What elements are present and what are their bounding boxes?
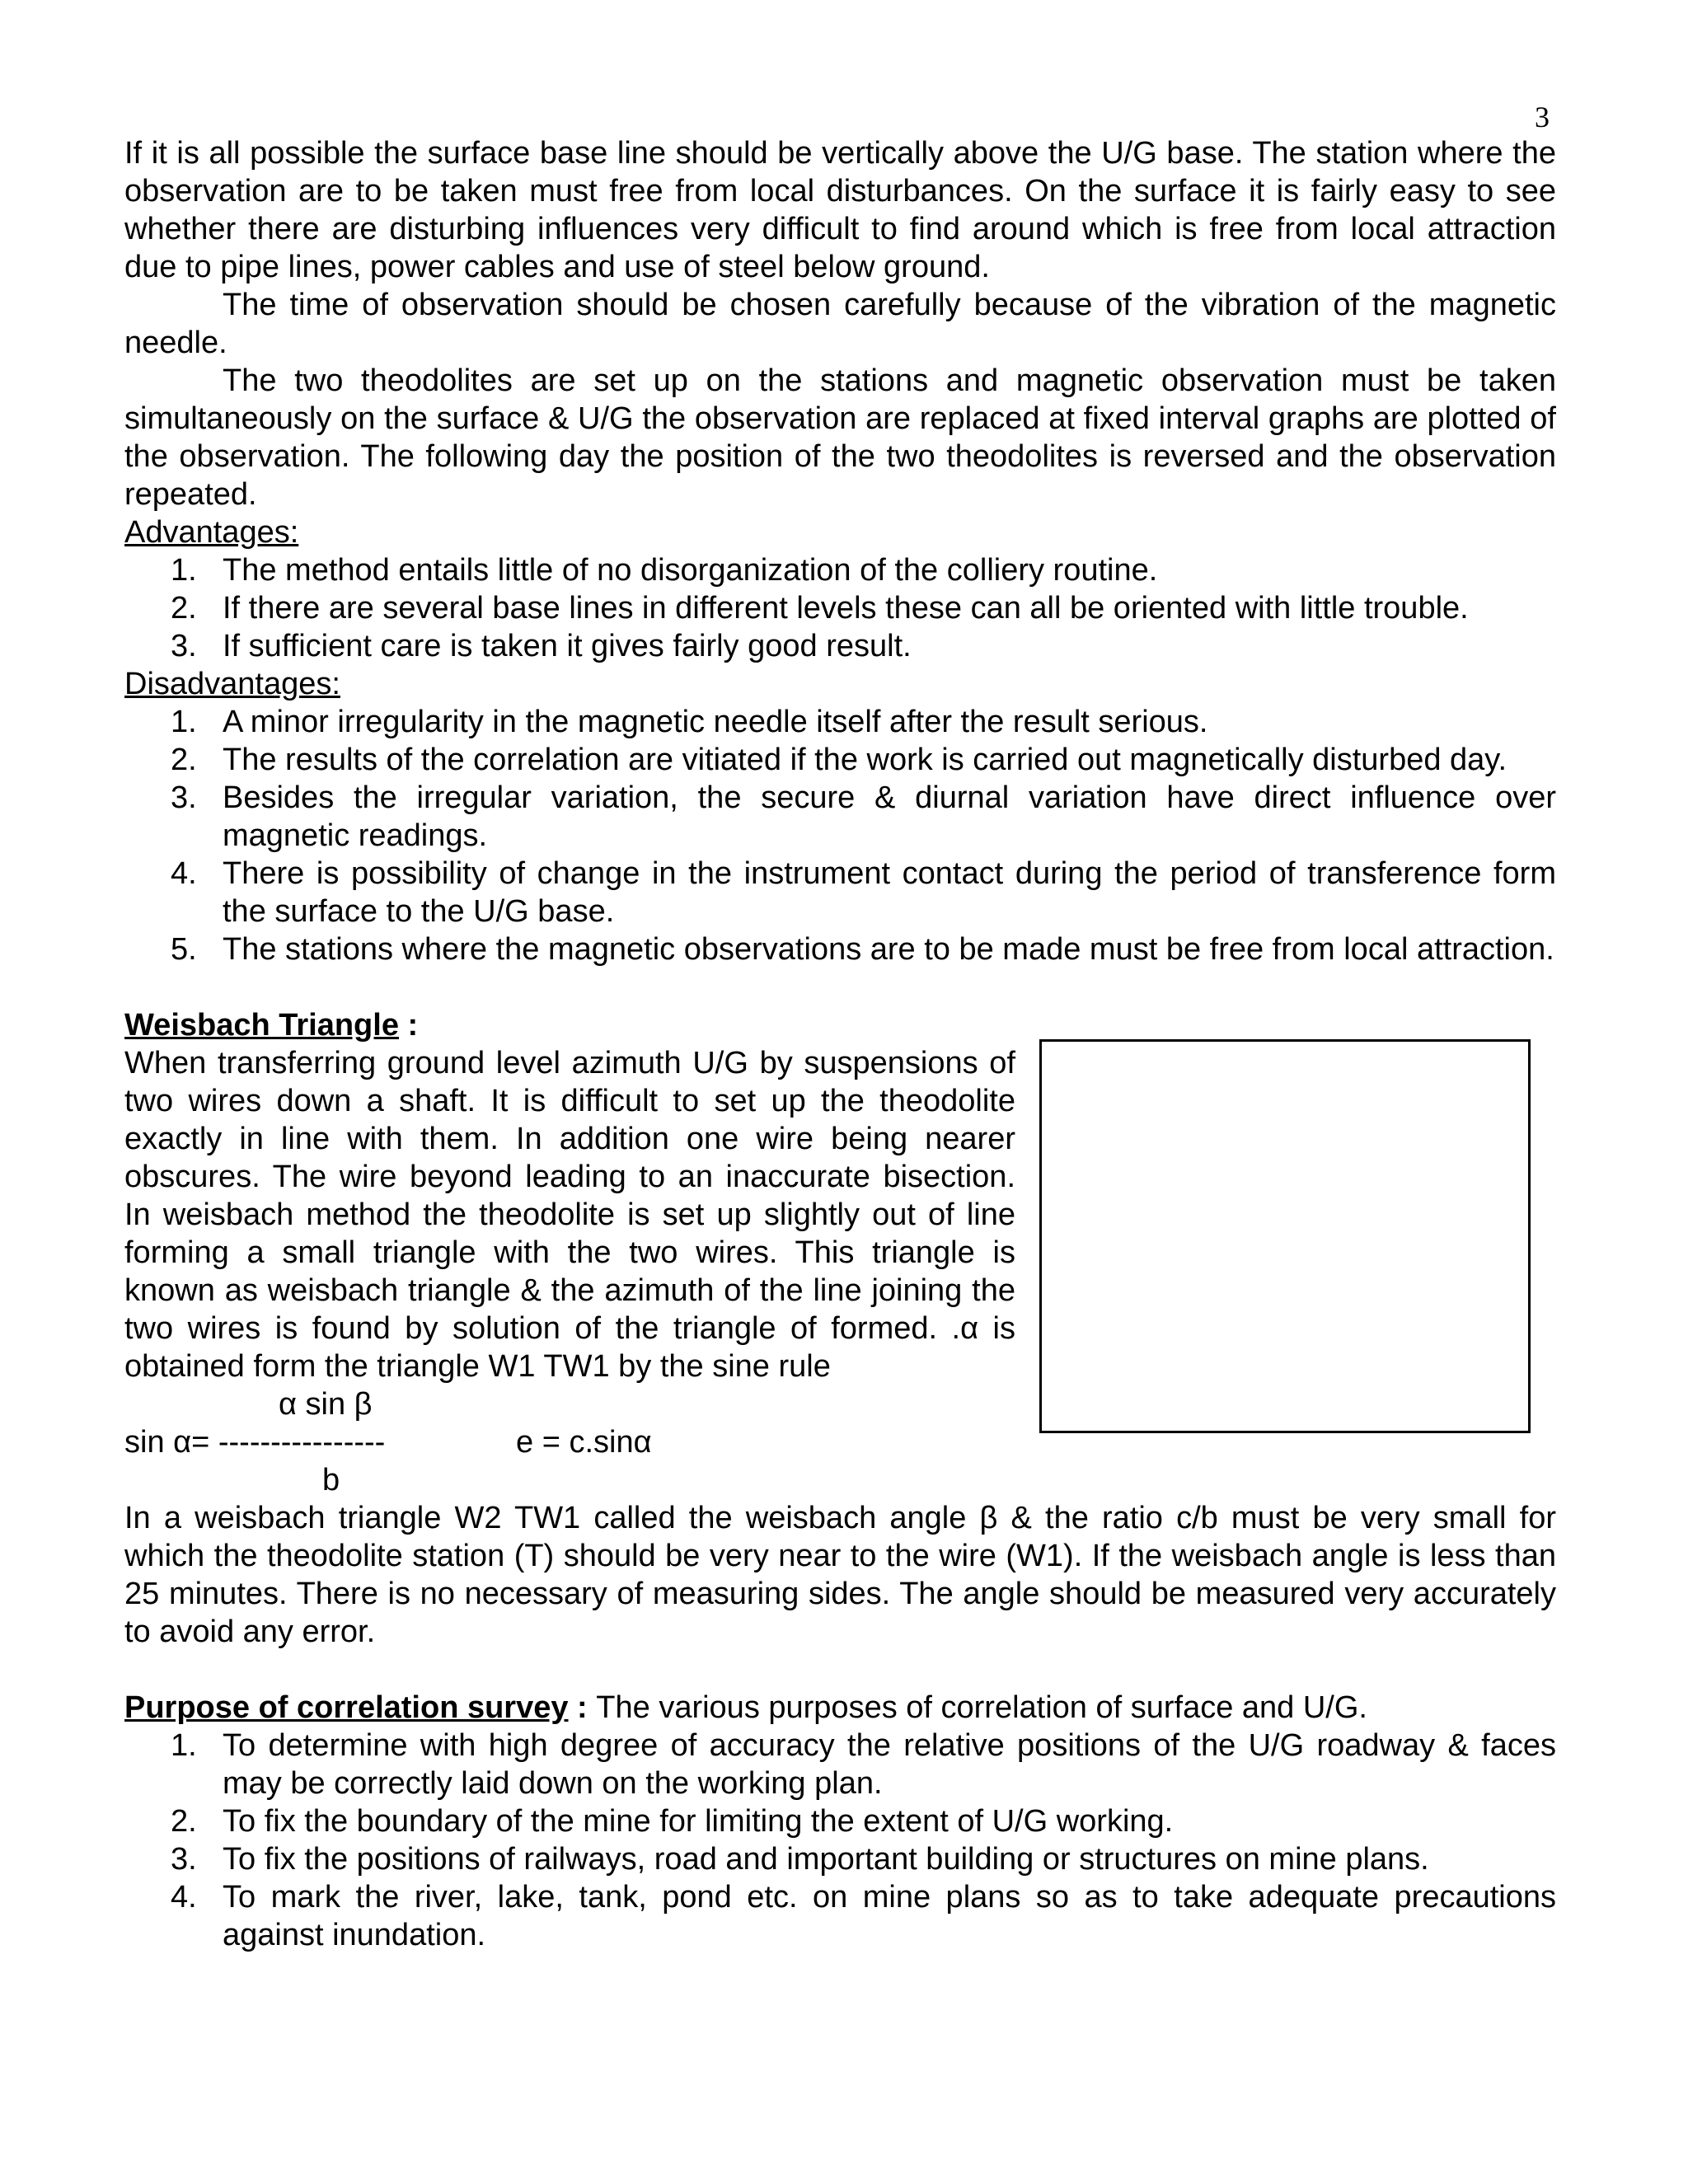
purpose-heading-line: Purpose of correlation survey : The various purposes of correlation of surface and U/G.: [124, 1690, 1367, 1725]
advantages-list: [124, 551, 1556, 665]
paragraph-surface-base-line: If it is all possible the surface base line should be vertically above the U/G base. The station where the observation are to be taken must free from local disturbances. On the surface it is fairly easy to see whether there are disturbing influences very difficult to find around which is free from local attraction due to pipe lines, power cables and use of steel below ground.: [124, 136, 1556, 284]
list-item: 2. To fix the boundary of the mine for limiting the extent of U/G working.: [171, 1804, 1174, 1839]
disadvantages-heading: Disadvantages:: [124, 667, 340, 701]
paragraph-observation-time: The time of observation should be chosen carefully because of the vibration of the magnetic needle.: [124, 288, 1556, 360]
weisbach-paragraph: When transferring ground level azimuth U/G by suspensions of two wires down a shaft. It is difficult to set up the theodolite exactly in line with them. In addition one wire being nearer obscures. The wire beyond leading to an inaccurate bisection. In weisbach method the theodolite is set up slightly out of line forming a small triangle with the two wires. This triangle is known as weisbach triangle & the azimuth of the line joining the two wires is found by solution of the triangle of formed. .α is obtained form the triangle W1 TW1 by the sine rule: [124, 1046, 1015, 1384]
list-item: 3. To fix the positions of railways, road and important building or structures on mine plans.: [171, 1842, 1429, 1877]
advantages-heading: Advantages:: [124, 515, 299, 550]
formula-right: e = c.sinα: [516, 1425, 652, 1460]
list-item: 5. The stations where the magnetic observations are to be made must be free from local attraction.: [171, 932, 1554, 967]
list-item: 3. Besides the irregular variation, the secure & diurnal variation have direct influence over magnetic readings.: [171, 780, 1556, 853]
list-item: 1. A minor irregularity in the magnetic needle itself after the result serious.: [171, 705, 1208, 739]
list-item: 1. The method entails little of no disorganization of the colliery routine.: [171, 553, 1158, 588]
list-item: 1. To determine with high degree of accuracy the relative positions of the U/G roadway & faces may be correctly laid down on the working plan.: [171, 1728, 1556, 1801]
disadvantages-list: [124, 703, 1556, 968]
list-item: 2. If there are several base lines in different levels these can all be oriented with little trouble.: [171, 591, 1469, 626]
section-spacer: [124, 1651, 1556, 1689]
list-item: 2. The results of the correlation are vitiated if the work is carried out magnetically disturbed day.: [171, 743, 1507, 777]
paragraph-two-theodolites: The two theodolites are set up on the stations and magnetic observation must be taken simultaneously on the surface & U/G the observation are replaced at fixed interval graphs are plotted of the observation. The following day the position of the two theodolites is reversed and the observation repeated.: [124, 363, 1556, 512]
weisbach-heading: Weisbach Triangle :: [124, 1008, 419, 1043]
list-item: 4. To mark the river, lake, tank, pond etc. on mine plans so as to take adequate precautions against inundation.: [171, 1880, 1556, 1952]
page-number: 3: [1535, 101, 1550, 134]
purpose-list: [124, 1727, 1556, 1954]
list-item: 4. There is possibility of change in the instrument contact during the period of transference form the surface to the U/G base.: [171, 856, 1556, 929]
sine-rule-formula: [124, 1385, 1015, 1499]
weisbach-section: [124, 1006, 1556, 1651]
weisbach-angle-paragraph: In a weisbach triangle W2 TW1 called the weisbach angle β & the ratio c/b must be very small for which the theodolite station (T) should be very near to the wire (W1). If the weisbach angle is less than 25 minutes. There is no necessary of measuring sides. The angle should be measured very accurately to avoid any error.: [124, 1501, 1556, 1649]
page-content: [124, 134, 1556, 1954]
figure-placeholder-box: [1039, 1039, 1531, 1433]
formula-left: sin α= ----------------: [124, 1425, 386, 1460]
section-spacer: [124, 968, 1556, 1006]
formula-numerator: α sin β: [279, 1387, 373, 1422]
list-item: 3. If sufficient care is taken it gives fairly good result.: [171, 629, 912, 663]
formula-denominator: b: [322, 1463, 340, 1497]
